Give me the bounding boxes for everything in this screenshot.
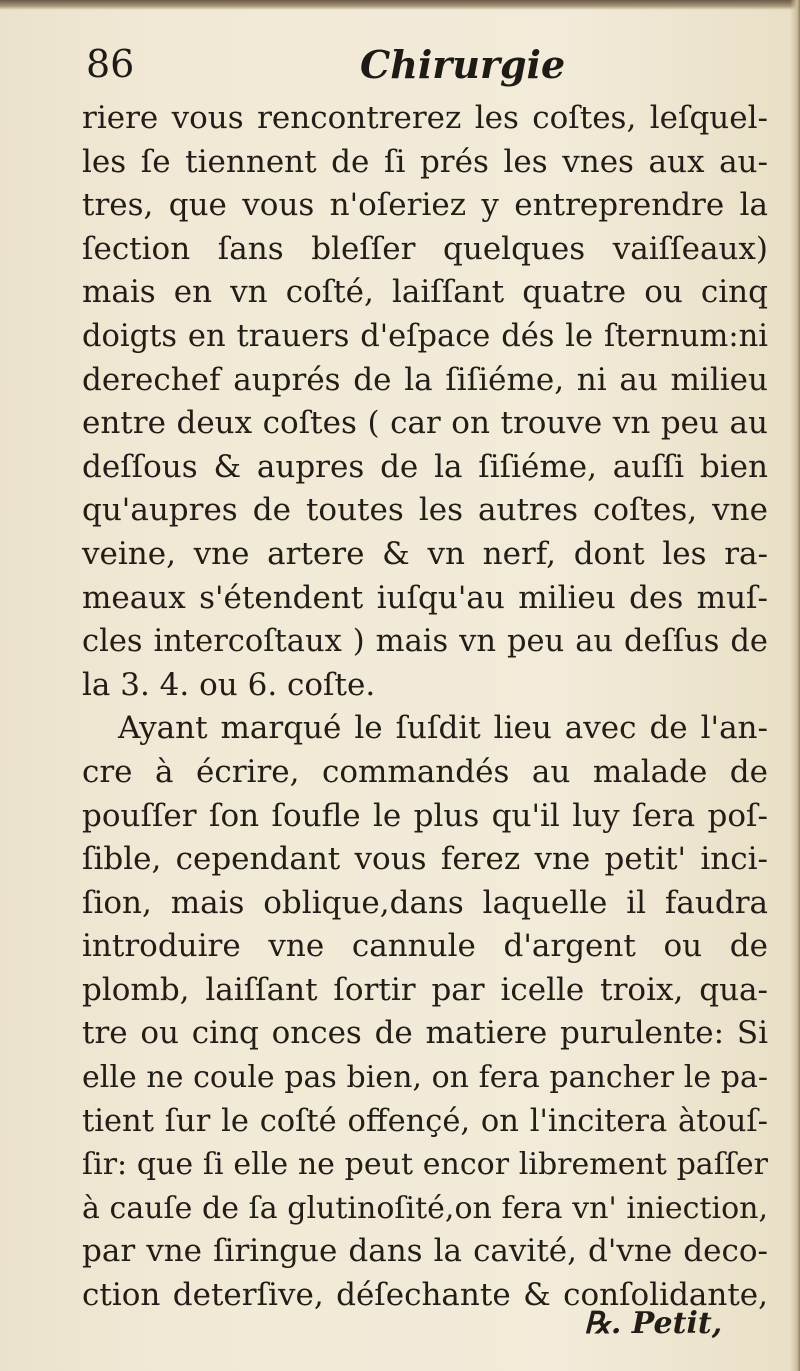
text-line: ſection ſans bleſſer quelques vaiſſeaux) (82, 230, 768, 267)
catchword: ℞. Petit, (584, 1306, 723, 1341)
page-right-shadow (790, 0, 800, 1371)
text-line: tre ou cinq onces de matiere purulente: Si (82, 1015, 768, 1052)
text-line: veine, vne artere & vn nerf, dont les ra- (82, 535, 768, 572)
text-line: cre à écrire, commandés au malade de (82, 753, 768, 790)
text-line: ſible, cependant vous ferez vne petit' inci- (82, 841, 768, 878)
text-line: doigts en trauers d'eſpace dés le ſternum:ni (82, 318, 768, 354)
text-line: cles intercoſtaux ) mais vn peu au deſſus de (82, 624, 768, 660)
text-line: tres, que vous n'oſeriez y entreprendre la (82, 187, 768, 224)
text-line: par vne ſiringue dans la cavité, d'vne deco- (82, 1233, 768, 1270)
page-number: 86 (86, 42, 135, 86)
text-line: Ayant marqué le ſuſdit lieu avec de l'an- (118, 710, 768, 747)
text-line: deſſous & aupres de la ſiſiéme, auſſi bien (82, 448, 768, 485)
text-line: introduire vne cannule d'argent ou de (82, 928, 768, 965)
body-text (82, 97, 768, 1318)
text-line: elle ne coule pas bien, on fera pancher le pa- (82, 1060, 768, 1096)
running-title: Chirurgie (360, 42, 566, 87)
text-line: ſion, mais oblique,dans laquelle il faudra (82, 884, 768, 921)
text-line: riere vous rencontrerez les coſtes, leſquel- (82, 100, 768, 136)
text-line: la 3. 4. ou 6. coſte. (82, 666, 376, 703)
text-line: meaux s'étendent iuſqu'au milieu des muſ- (82, 579, 768, 616)
text-line: ction deterſive, déſechante & conſolidante, (82, 1277, 768, 1314)
text-line: pouſſer ſon ſoufle le plus qu'il luy ſera poſ- (82, 797, 768, 834)
text-line: plomb, laiſſant ſortir par icelle troix, qua- (82, 971, 768, 1008)
text-line: à cauſe de ſa glutinoſité,on fera vn' iniection, (82, 1190, 768, 1226)
text-line: qu'aupres de toutes les autres coſtes, vne (82, 492, 768, 529)
text-line: ſir: que ſi elle ne peut encor librement paſſer (82, 1147, 768, 1183)
text-line: mais en vn coſté, laiſſant quatre ou cinq (82, 274, 768, 311)
text-line: les ſe tiennent de ſi prés les vnes aux au- (82, 143, 768, 180)
text-line: tient ſur le coſté offençé, on l'incitera àtouſ- (82, 1103, 768, 1139)
text-line: derechef auprés de la ſiſiéme, ni au milieu (82, 361, 768, 398)
page-top-shadow (0, 0, 800, 10)
text-line: entre deux coſtes ( car on trouve vn peu au (82, 405, 768, 442)
page-header (0, 40, 800, 100)
